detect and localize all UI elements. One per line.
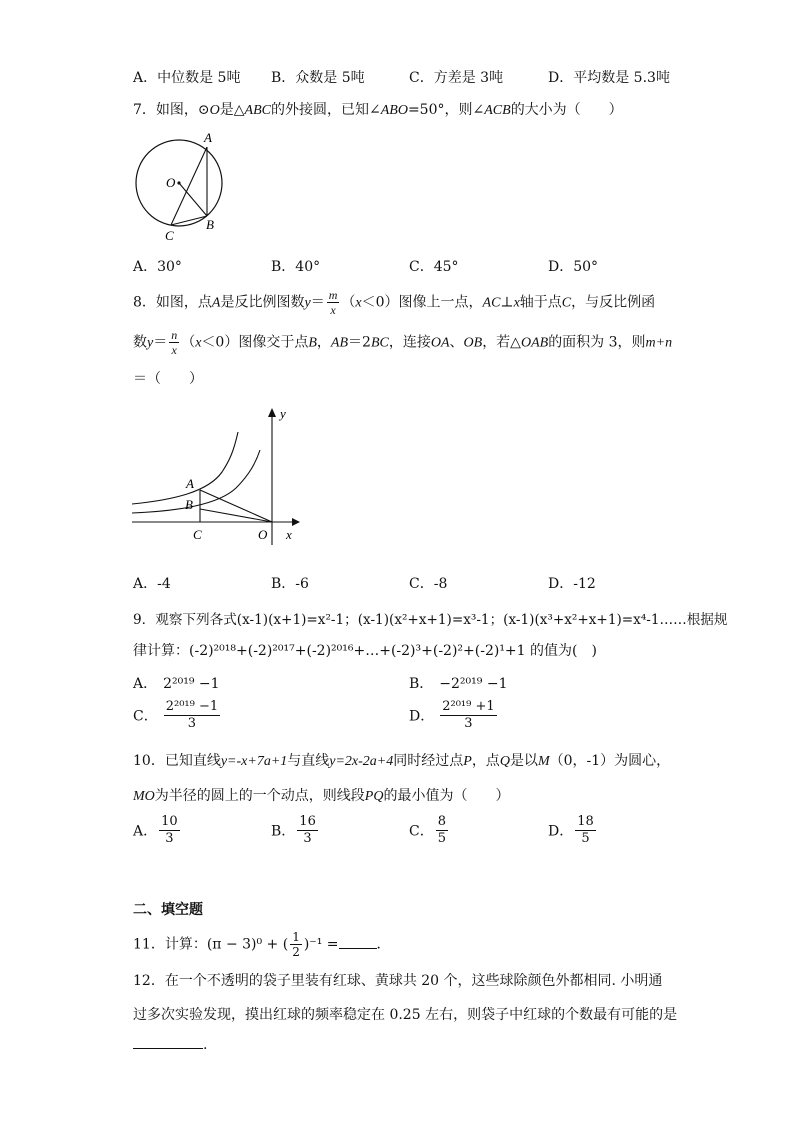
label-c: C [193, 527, 202, 542]
center-point [177, 181, 180, 184]
q8-hyperbola-figure [128, 402, 308, 548]
section-heading: 二、填空题 [133, 902, 203, 918]
label-b: B [185, 497, 193, 512]
label-a: A [186, 476, 194, 491]
q11-answer-blank[interactable] [339, 938, 377, 949]
q10-option-d: D． $\frac{18}{5}$ [548, 814, 594, 846]
q9-stem-line2: 律计算：(-2)²⁰¹⁸+(-2)²⁰¹⁷+(-2)²⁰¹⁶+…+(-2)³+(-2)²+(-2)¹+1 的值为( ) [133, 643, 597, 659]
q7-option-d: D．50° [548, 259, 599, 275]
label-y: y [280, 406, 286, 421]
label-b: B [206, 217, 214, 232]
q10-stem-line1: 10．已知直线y=-x+7a+1与直线y=2x-2a+4同时经过点P，点Q是以M（0，-1）为圆心， [133, 753, 671, 769]
q9-option-c: C． $\frac{\text{2²⁰¹⁹ −1}}{3}$ [133, 699, 219, 731]
q12-answer-line: . [133, 1036, 207, 1053]
q8-stem-line3: ＝（ ） [133, 371, 203, 387]
q7-option-b: B．40° [271, 259, 321, 275]
q7-stem: 7．如图，⊙O是△ABC的外接圆，已知∠ABO=50°，则∠ACB的大小为（ ） [133, 102, 623, 118]
q10-option-a: A． $\frac{10}{3}$ [133, 814, 178, 846]
segment-bo [200, 509, 272, 522]
segment-bc [171, 216, 207, 225]
q8-option-a: A．-4 [133, 576, 171, 592]
q10-stem-line2: MO为半径的圆上的一个动点，则线段PQ的最小值为（ ） [133, 788, 510, 804]
segment-ac [171, 147, 207, 225]
q9-option-b: B． −2²⁰¹⁹ −1 [409, 676, 508, 692]
q7-circle-figure [128, 128, 238, 246]
q6-option-b: B．众数是 5吨 [271, 70, 365, 86]
x-axis-arrow [292, 518, 300, 526]
q7-option-c: C．45° [409, 259, 459, 275]
q10-option-b: B． $\frac{16}{3}$ [271, 814, 316, 846]
q8-stem-line2: 数y＝ $\frac{n}{x}$ （x＜0）图像交于点B，AB＝2BC，连接OA、OB，若△OAB的面积为 3，则m+n [133, 328, 673, 357]
q10-option-c: C． $\frac{8}{5}$ [409, 814, 446, 846]
label-x: x [286, 527, 292, 542]
q8-option-c: C．-8 [409, 576, 448, 592]
label-o: O [166, 175, 176, 190]
q6-option-a: A．中位数是 5吨 [133, 70, 241, 86]
y-axis-arrow [268, 408, 276, 417]
q8-stem-line1: 8．如图，点A是反比例图数y＝ $\frac{m}{x}$ （x＜0）图像上一点，AC⊥x轴于点C，与反比例函 [133, 288, 656, 317]
q12-answer-blank[interactable] [133, 1036, 203, 1049]
q9-option-a: A． 2²⁰¹⁹ −1 [133, 676, 220, 692]
label-o: O [258, 527, 268, 542]
curve-n [132, 450, 260, 513]
q12-stem-line2: 过多次实验发现，摸出红球的频率稳定在 0.25 左右，则袋子中红球的个数最有可能的是 [133, 1007, 678, 1023]
label-a: A [204, 130, 212, 145]
q8-option-b: B．-6 [271, 576, 309, 592]
q6-option-c: C．方差是 3吨 [409, 70, 504, 86]
segment-ao [200, 490, 272, 522]
label-c: C [165, 228, 174, 243]
q9-stem-line1: 9．观察下列各式(x-1)(x+1)=x²-1；(x-1)(x²+x+1)=x³-1；(x-1)(x³+x²+x+1)=x⁴-1……根据规 [133, 612, 728, 628]
q12-stem-line1: 12．在一个不透明的袋子里装有红球、黄球共 20 个，这些球除颜色外都相同. 小明通 [133, 973, 663, 989]
q11-stem: 11．计算：(π − 3)⁰ + ( $\frac{1}{2}$ )⁻¹ = ． [133, 930, 391, 959]
curve-m [132, 432, 238, 504]
q8-option-d: D．-12 [548, 576, 596, 592]
q9-option-d: D． $\frac{\text{2²⁰¹⁹ +1}}{3}$ [409, 699, 495, 731]
q7-option-a: A．30° [133, 259, 182, 275]
q6-option-d: D．平均数是 5.3吨 [548, 70, 670, 86]
